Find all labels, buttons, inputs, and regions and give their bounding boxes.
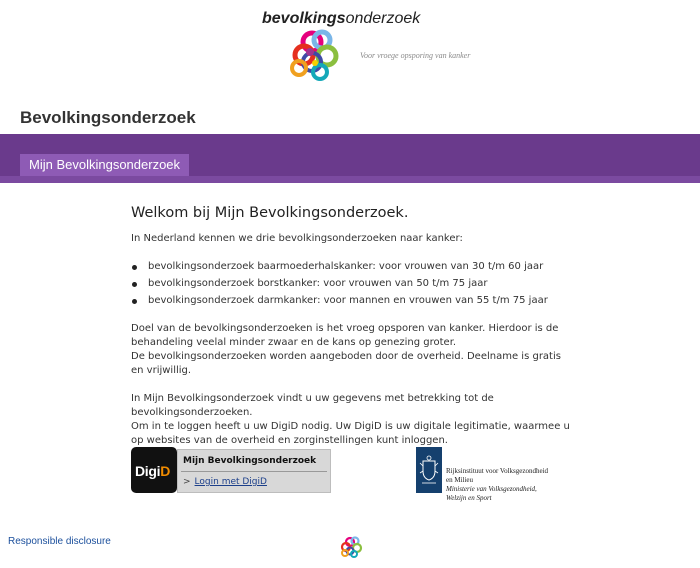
digid-logo [131, 447, 177, 493]
intro-text: In Nederland kennen we drie bevolkingsonderzoeken naar kanker: [131, 233, 463, 244]
chevron-right-icon: > [183, 477, 191, 487]
site-logo-wordmark[interactable] [262, 10, 420, 28]
divider [181, 471, 327, 472]
rijkswapen-emblem-icon [416, 447, 442, 493]
colorful-circles-logo-icon[interactable] [282, 28, 352, 84]
purpose-text-1: Doel van de bevolkingsonderzoeken is het vroeg opsporen van kanker. Hierdoor is de behandeling veelal minder zwaar en de kans op genezing groter. [131, 323, 559, 348]
main-content [131, 206, 571, 462]
tagline: Voor vroege opsporing van kanker [360, 51, 471, 60]
nav-underline-strip [0, 176, 700, 183]
list-item: bevolkingsonderzoek borstkanker: voor vrouwen van 50 t/m 75 jaar [148, 277, 571, 291]
rivm-line-1: Rijksinstituut voor Volksgezondheid [446, 467, 549, 475]
login-panel-title: Mijn Bevolkingsonderzoek [183, 456, 317, 466]
logo-regular-text: onderzoek [345, 10, 421, 27]
logo-bold-text: bevolkings [262, 10, 346, 27]
digid-logo-text: Digi [135, 463, 161, 479]
screening-list [131, 260, 571, 308]
digid-logo-accent: D [160, 463, 171, 479]
rivm-line-3: Ministerie van Volksgezondheid, [446, 485, 537, 493]
login-digid-link[interactable]: Login met DigiD [194, 477, 267, 487]
login-panel [177, 449, 331, 493]
page-title: Bevolkingsonderzoek [20, 108, 196, 127]
tab-mijn-bevolkingsonderzoek[interactable]: Mijn Bevolkingsonderzoek [20, 154, 189, 176]
digid-login-box [131, 447, 331, 493]
info-text-1: In Mijn Bevolkingsonderzoek vindt u uw gegevens met betrekking tot de bevolkingsonderzoeken. [131, 393, 494, 418]
footer-circles-logo-icon [339, 536, 365, 558]
rivm-line-4: Welzijn en Sport [446, 494, 492, 502]
rivm-line-2: en Milieu [446, 476, 474, 484]
purpose-paragraph [131, 322, 571, 378]
site-header [0, 0, 700, 100]
list-item: bevolkingsonderzoek baarmoederhalskanker: voor vrouwen van 30 t/m 60 jaar [148, 260, 571, 274]
purpose-text-2: De bevolkingsonderzoeken worden aangeboden door de overheid. Deelname is gratis en vrijwillig. [131, 351, 561, 376]
responsible-disclosure-link[interactable]: Responsible disclosure [8, 536, 111, 547]
info-text-2: Om in te loggen heeft u uw DigiD nodig. Uw DigiD is uw digitale legitimatie, waarmee u op websites van de overheid en zorginstellingen kunt inloggen. [131, 421, 570, 446]
rivm-name [446, 467, 548, 503]
info-paragraph [131, 392, 571, 448]
login-link-row [183, 477, 267, 487]
rivm-logo [416, 447, 586, 503]
welcome-heading: Welkom bij Mijn Bevolkingsonderzoek. [131, 205, 409, 221]
list-item: bevolkingsonderzoek darmkanker: voor mannen en vrouwen van 55 t/m 75 jaar [148, 294, 571, 308]
